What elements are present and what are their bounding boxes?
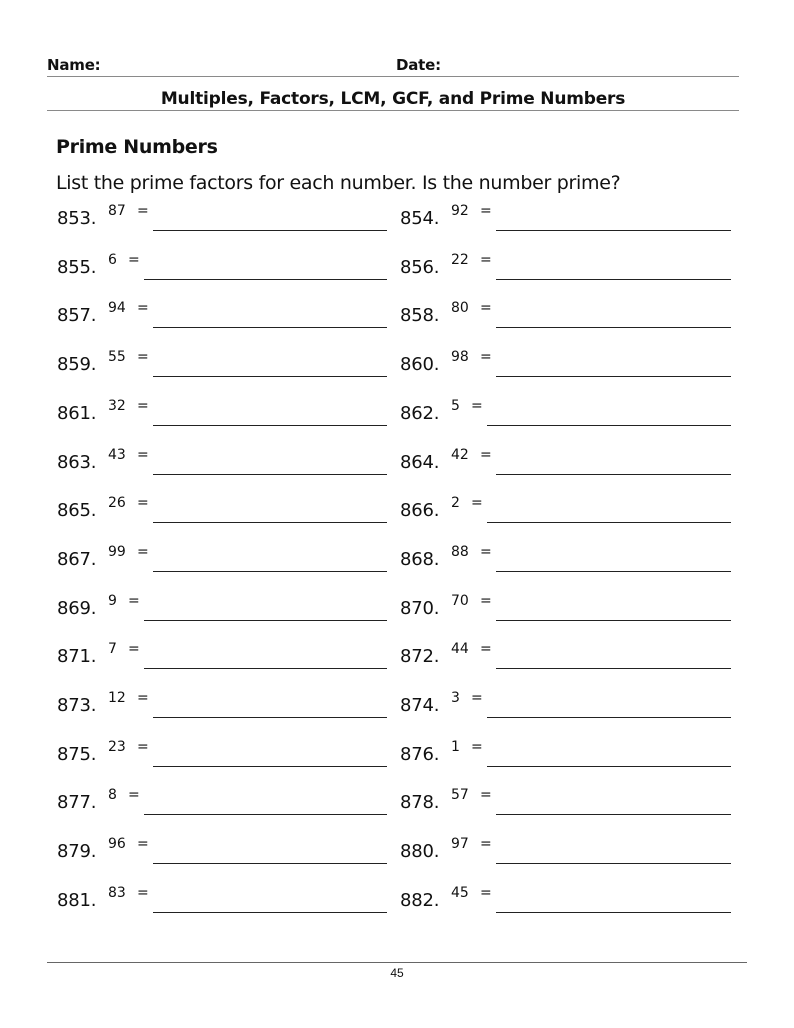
answer-line[interactable]: [496, 912, 731, 913]
problem-number: 881.: [57, 890, 97, 911]
answer-line[interactable]: [496, 620, 731, 621]
problem-number: 876.: [400, 744, 440, 765]
equals-sign: =: [471, 398, 483, 414]
problem-item: [400, 447, 740, 477]
equals-sign: =: [128, 641, 140, 657]
equals-sign: =: [128, 593, 140, 609]
problem-item: [57, 787, 397, 817]
problem-item: [400, 690, 740, 720]
problem-value: 55: [108, 349, 126, 365]
problem-value: 57: [451, 787, 469, 803]
answer-line[interactable]: [496, 571, 731, 572]
answer-line[interactable]: [153, 522, 387, 523]
equals-sign: =: [137, 398, 149, 414]
equals-sign: =: [137, 203, 149, 219]
answer-line[interactable]: [153, 376, 387, 377]
answer-line[interactable]: [496, 376, 731, 377]
equals-sign: =: [480, 885, 492, 901]
problem-value: 7: [108, 641, 117, 657]
answer-line[interactable]: [153, 230, 387, 231]
answer-line[interactable]: [144, 620, 387, 621]
answer-line[interactable]: [153, 474, 387, 475]
worksheet-title: Multiples, Factors, LCM, GCF, and Prime Numbers: [160, 89, 626, 109]
problem-number: 873.: [57, 695, 97, 716]
problem-item: [400, 885, 740, 915]
answer-line[interactable]: [153, 863, 387, 864]
answer-line[interactable]: [487, 766, 731, 767]
problem-item: [57, 203, 397, 233]
header-divider: [47, 76, 739, 77]
equals-sign: =: [480, 447, 492, 463]
equals-sign: =: [480, 544, 492, 560]
problem-number: 871.: [57, 646, 97, 667]
problem-value: 12: [108, 690, 126, 706]
problem-number: 872.: [400, 646, 440, 667]
equals-sign: =: [471, 739, 483, 755]
equals-sign: =: [137, 690, 149, 706]
problem-value: 99: [108, 544, 126, 560]
answer-line[interactable]: [144, 814, 387, 815]
date-label: Date:: [396, 56, 441, 74]
problem-item: [57, 398, 397, 428]
problem-value: 97: [451, 836, 469, 852]
problem-number: 858.: [400, 305, 440, 326]
problem-item: [400, 544, 740, 574]
equals-sign: =: [137, 885, 149, 901]
problem-item: [400, 495, 740, 525]
instructions: List the prime factors for each number. Is the number prime?: [56, 172, 621, 194]
problem-number: 866.: [400, 500, 440, 521]
problem-number: 856.: [400, 257, 440, 278]
problem-item: [57, 739, 397, 769]
equals-sign: =: [128, 787, 140, 803]
problem-item: [400, 349, 740, 379]
problem-value: 80: [451, 300, 469, 316]
section-heading: Prime Numbers: [56, 136, 218, 158]
problem-item: [57, 300, 397, 330]
answer-line[interactable]: [496, 668, 731, 669]
problem-value: 32: [108, 398, 126, 414]
answer-line[interactable]: [153, 425, 387, 426]
problem-number: 860.: [400, 354, 440, 375]
problem-value: 22: [451, 252, 469, 268]
answer-line[interactable]: [496, 863, 731, 864]
problem-number: 875.: [57, 744, 97, 765]
answer-line[interactable]: [153, 766, 387, 767]
problem-item: [400, 787, 740, 817]
problem-value: 43: [108, 447, 126, 463]
problem-item: [57, 252, 397, 282]
problem-number: 878.: [400, 792, 440, 813]
problem-value: 88: [451, 544, 469, 560]
problem-item: [57, 495, 397, 525]
equals-sign: =: [137, 300, 149, 316]
equals-sign: =: [137, 739, 149, 755]
answer-line[interactable]: [496, 814, 731, 815]
title-divider: [47, 110, 739, 111]
answer-line[interactable]: [496, 230, 731, 231]
answer-line[interactable]: [153, 571, 387, 572]
problem-item: [57, 593, 397, 623]
problem-value: 26: [108, 495, 126, 511]
problem-value: 94: [108, 300, 126, 316]
problem-value: 96: [108, 836, 126, 852]
answer-line[interactable]: [487, 425, 731, 426]
problem-value: 23: [108, 739, 126, 755]
problem-item: [400, 739, 740, 769]
problem-value: 83: [108, 885, 126, 901]
problem-number: 859.: [57, 354, 97, 375]
problem-item: [400, 836, 740, 866]
problem-number: 874.: [400, 695, 440, 716]
problem-item: [400, 252, 740, 282]
problem-number: 861.: [57, 403, 97, 424]
answer-line[interactable]: [487, 717, 731, 718]
equals-sign: =: [137, 349, 149, 365]
problem-item: [400, 300, 740, 330]
problem-item: [400, 203, 740, 233]
equals-sign: =: [137, 836, 149, 852]
problem-number: 865.: [57, 500, 97, 521]
problem-value: 5: [451, 398, 460, 414]
problem-value: 3: [451, 690, 460, 706]
problem-number: 854.: [400, 208, 440, 229]
equals-sign: =: [137, 544, 149, 560]
answer-line[interactable]: [487, 522, 731, 523]
problem-number: 879.: [57, 841, 97, 862]
problem-item: [57, 836, 397, 866]
equals-sign: =: [480, 349, 492, 365]
problem-item: [400, 641, 740, 671]
equals-sign: =: [128, 252, 140, 268]
problem-item: [400, 398, 740, 428]
equals-sign: =: [480, 593, 492, 609]
problem-value: 2: [451, 495, 460, 511]
equals-sign: =: [137, 495, 149, 511]
problem-number: 857.: [57, 305, 97, 326]
problem-value: 44: [451, 641, 469, 657]
problem-item: [57, 447, 397, 477]
problem-value: 87: [108, 203, 126, 219]
answer-line[interactable]: [496, 474, 731, 475]
problem-item: [400, 593, 740, 623]
answer-line[interactable]: [496, 327, 731, 328]
problem-number: 880.: [400, 841, 440, 862]
problem-value: 70: [451, 593, 469, 609]
problem-value: 9: [108, 593, 117, 609]
answer-line[interactable]: [153, 912, 387, 913]
problem-number: 870.: [400, 598, 440, 619]
problem-number: 853.: [57, 208, 97, 229]
equals-sign: =: [471, 690, 483, 706]
problem-value: 6: [108, 252, 117, 268]
equals-sign: =: [480, 300, 492, 316]
equals-sign: =: [480, 252, 492, 268]
equals-sign: =: [480, 203, 492, 219]
problem-value: 45: [451, 885, 469, 901]
answer-line[interactable]: [144, 668, 387, 669]
answer-line[interactable]: [496, 279, 731, 280]
answer-line[interactable]: [153, 327, 387, 328]
problem-item: [57, 349, 397, 379]
equals-sign: =: [480, 641, 492, 657]
problem-number: 869.: [57, 598, 97, 619]
problem-number: 864.: [400, 452, 440, 473]
answer-line[interactable]: [153, 717, 387, 718]
problem-item: [57, 641, 397, 671]
problem-number: 855.: [57, 257, 97, 278]
answer-line[interactable]: [144, 279, 387, 280]
equals-sign: =: [471, 495, 483, 511]
name-label: Name:: [47, 56, 101, 74]
problem-value: 8: [108, 787, 117, 803]
equals-sign: =: [480, 836, 492, 852]
problem-number: 877.: [57, 792, 97, 813]
problem-value: 42: [451, 447, 469, 463]
problem-number: 863.: [57, 452, 97, 473]
page-number: 45: [390, 966, 404, 980]
problem-item: [57, 885, 397, 915]
equals-sign: =: [480, 787, 492, 803]
worksheet-header: [47, 56, 739, 76]
equals-sign: =: [137, 447, 149, 463]
problem-value: 92: [451, 203, 469, 219]
problem-value: 1: [451, 739, 460, 755]
problem-item: [57, 690, 397, 720]
problem-number: 867.: [57, 549, 97, 570]
problem-number: 862.: [400, 403, 440, 424]
problem-number: 882.: [400, 890, 440, 911]
problem-number: 868.: [400, 549, 440, 570]
problem-value: 98: [451, 349, 469, 365]
problem-item: [57, 544, 397, 574]
footer-divider: [47, 962, 747, 963]
